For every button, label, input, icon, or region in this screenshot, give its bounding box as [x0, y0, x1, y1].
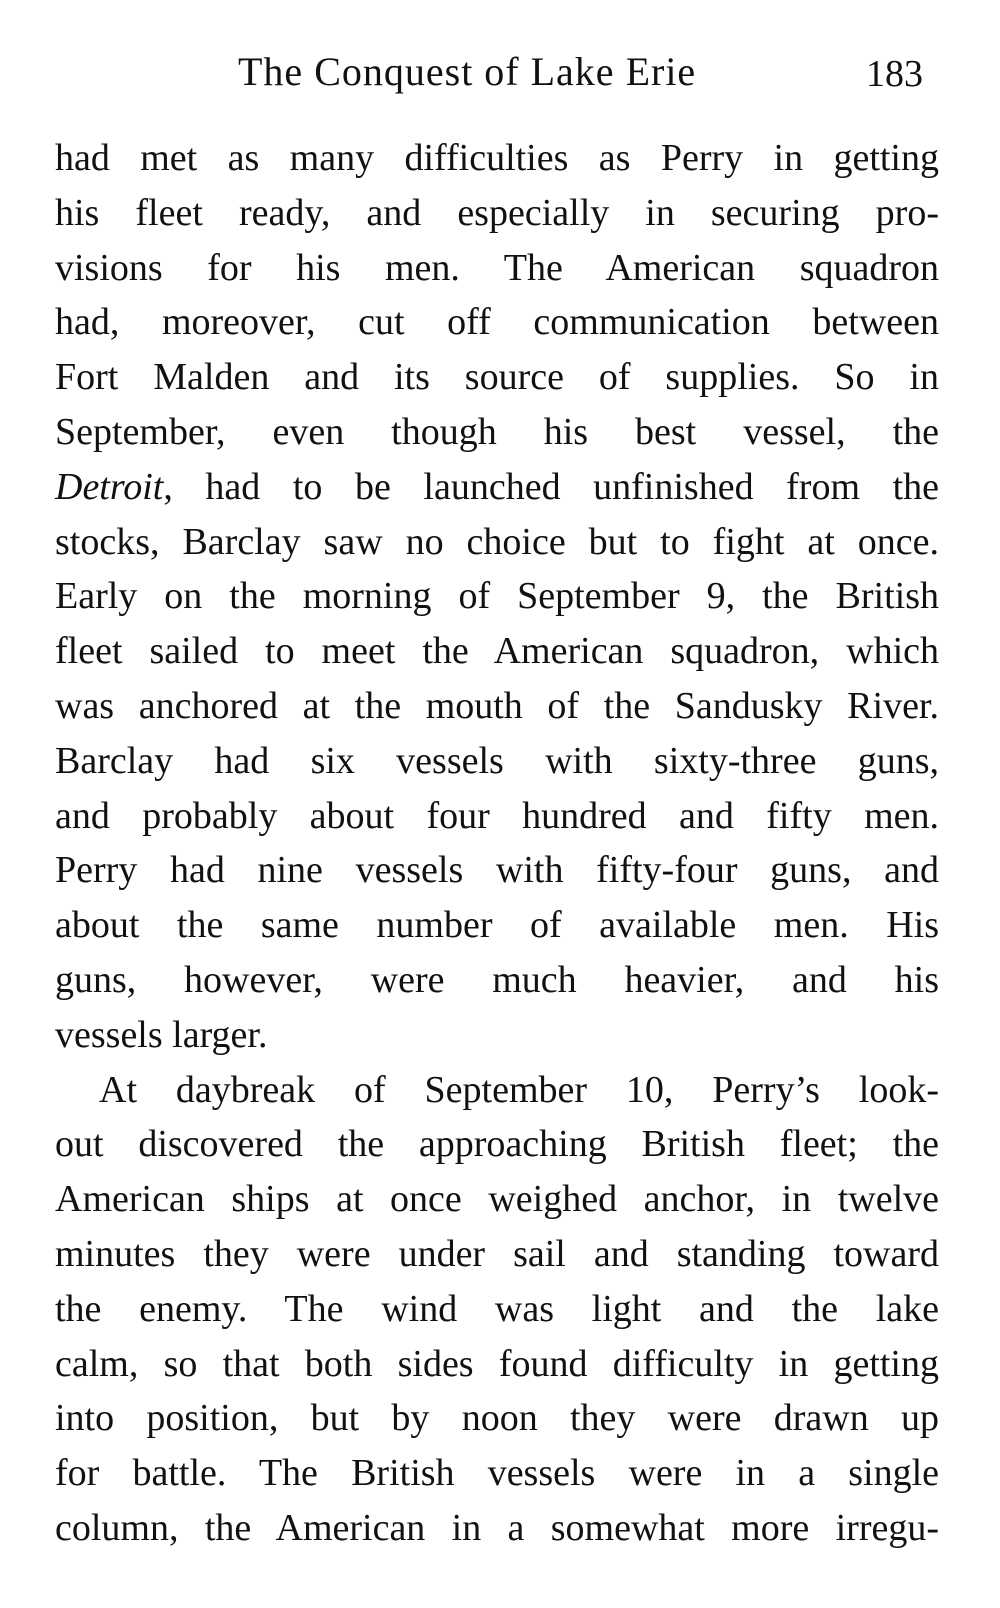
text-line: stocks, Barclay saw no choice but to fight at once.	[55, 520, 939, 563]
text-line: Perry had nine vessels with fifty-four guns, and	[55, 849, 939, 892]
text-line: Barclay had six vessels with sixty-three guns,	[55, 739, 939, 782]
text-line: column, the American in a somewhat more irregu-	[55, 1506, 939, 1549]
text-line: Early on the morning of September 9, the British	[55, 575, 939, 618]
body-text	[55, 131, 939, 1556]
text-line: visions for his men. The American squadron	[55, 246, 939, 289]
text-line: about the same number of available men. His	[55, 904, 939, 947]
page-number: 183	[866, 53, 923, 95]
text-line: calm, so that both sides found difficulty in getting	[55, 1342, 939, 1385]
text-line: minutes they were under sail and standing toward	[55, 1232, 939, 1275]
text-line: Fort Malden and its source of supplies. So in	[55, 356, 939, 399]
running-head	[0, 48, 1000, 98]
text-line: fleet sailed to meet the American squadron, which	[55, 630, 939, 673]
text-line: out discovered the approaching British fleet; the	[55, 1123, 939, 1166]
text-line: his fleet ready, and especially in securing pro-	[55, 191, 939, 234]
text-line: vessels larger.	[55, 1013, 268, 1056]
running-head-title: The Conquest of Lake Erie	[238, 49, 697, 94]
text-line: was anchored at the mouth of the Sandusky River.	[55, 684, 939, 727]
ship-name-italic: Detroit	[55, 465, 164, 508]
text-line: had met as many difficulties as Perry in getting	[55, 137, 939, 179]
text-line: September, even though his best vessel, the	[55, 410, 939, 453]
text-line: and probably about four hundred and fifty men.	[55, 794, 939, 837]
text-line: American ships at once weighed anchor, in twelve	[55, 1178, 939, 1221]
text-line: for battle. The British vessels were in a single	[55, 1452, 939, 1495]
text-line: At daybreak of September 10, Perry’s look-	[99, 1068, 939, 1111]
text-line	[55, 460, 939, 515]
text-line-continuation: , had to be launched unfinished from the	[163, 465, 939, 508]
text-line: had, moreover, cut off communication between	[55, 301, 939, 344]
text-line: into position, but by noon they were drawn up	[55, 1397, 939, 1440]
text-line: the enemy. The wind was light and the lake	[55, 1287, 939, 1330]
text-line: guns, however, were much heavier, and his	[55, 958, 939, 1001]
